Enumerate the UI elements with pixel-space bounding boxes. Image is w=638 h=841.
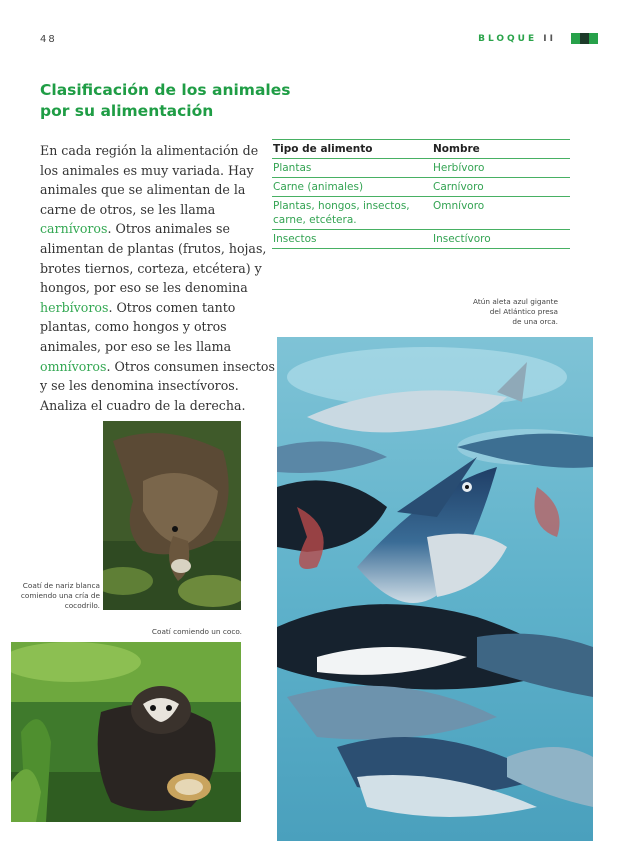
table-header-name: Nombre <box>432 140 570 159</box>
bloque-word: BLOQUE <box>478 34 538 44</box>
bloque-label <box>478 34 556 44</box>
tuna-caption <box>473 297 558 327</box>
coati-crocodile-caption-line-2: comiendo una cría de <box>20 591 100 600</box>
table-cell-food: Plantas, hongos, insectos, carne, etcétera. <box>272 197 432 230</box>
table-cell-food: Insectos <box>272 230 432 249</box>
coati-crocodile-caption-line-1: Coatí de nariz blanca <box>22 581 100 590</box>
tuna-caption-line-1: Atún aleta azul gigante <box>473 297 558 306</box>
coati-coconut-photo <box>11 642 241 822</box>
table-row <box>272 159 570 178</box>
table-cell-name: Herbívoro <box>432 159 570 178</box>
bloque-number: II <box>543 34 556 44</box>
body-segment-3: . Otros comen tanto plantas, como hongos y otros animales, por eso se les llama <box>40 299 236 354</box>
section-title <box>40 80 300 122</box>
table-row <box>272 178 570 197</box>
section-title-line-2: por su alimentación <box>40 102 214 120</box>
table-header-row <box>272 140 570 159</box>
page-number: 48 <box>40 34 57 45</box>
term-omnivoros: omnívoros <box>40 358 107 374</box>
coati-crocodile-caption <box>21 581 100 611</box>
bloque-mark-1 <box>571 33 580 44</box>
bloque-mark-3 <box>589 33 598 44</box>
bloque-mark-2 <box>580 33 589 44</box>
body-segment-4: . Otros consumen insectos y se les denomina insectívoros. Analiza el cuadro de la derecha. <box>40 358 275 413</box>
body-segment-1: En cada región la alimentación de los animales es muy variada. Hay animales que se alimentan de la carne de otros, se les llama <box>40 143 259 217</box>
body-segment-2: . Otros animales se alimentan de plantas (frutos, hojas, brotes tiernos, corteza, etcétera) y hongos, por eso se les denomina <box>40 221 267 296</box>
table-cell-name: Carnívoro <box>432 178 570 197</box>
section-title-line-1: Clasificación de los animales <box>40 81 291 99</box>
body-paragraph <box>40 141 280 415</box>
table-row <box>272 230 570 249</box>
tuna-orca-illustration <box>277 337 593 841</box>
coati-coconut-caption: Coatí comiendo un coco. <box>151 627 242 636</box>
term-herbivoros: herbívoros <box>40 299 109 315</box>
food-classification-table <box>272 139 570 249</box>
table-cell-food: Carne (animales) <box>272 178 432 197</box>
table-cell-name: Omnívoro <box>432 197 570 230</box>
term-carnivoros: carnívoros <box>40 221 108 237</box>
table-cell-name: Insectívoro <box>432 230 570 249</box>
coati-crocodile-photo <box>103 421 241 610</box>
table-row <box>272 197 570 230</box>
table-header-food-type: Tipo de alimento <box>272 140 432 159</box>
tuna-caption-line-2: del Atlántico presa <box>489 307 558 316</box>
tuna-caption-line-3: de una orca. <box>512 317 558 326</box>
bloque-color-marks <box>571 33 598 44</box>
coati-crocodile-caption-line-3: cocodrilo. <box>64 601 100 610</box>
table-cell-food: Plantas <box>272 159 432 178</box>
